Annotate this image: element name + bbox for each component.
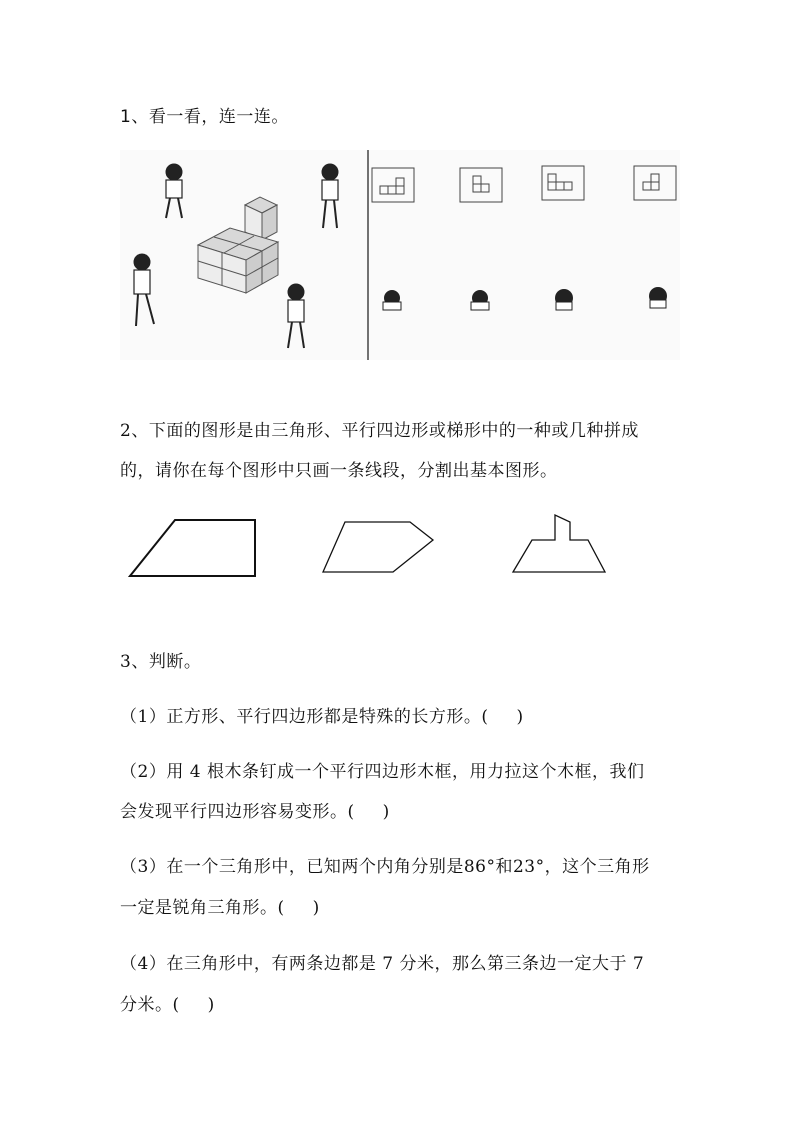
q3-title: 3、判断。 [120,652,202,672]
q3-item-4-line2 [120,997,215,1014]
q2-line2: 的，请你在每个图形中只画一条线段，分割出基本图形。 [120,461,558,481]
shape-trapezoid-with-triangle [130,520,255,576]
item-text: 一定是锐角三角形。( [120,898,285,918]
item-text: 分米。( [120,995,180,1015]
item-label: （4） [120,954,167,974]
item-text: 在三角形中，有两条边都是 7 分米，那么第三条边一定大于 7 [166,954,645,974]
q3-item-3-line2 [120,900,320,917]
q3-item-4-line1 [120,956,644,973]
item-text: 会发现平行四边形容易变形。( [120,802,355,822]
shape-hexagon [323,522,433,572]
item-label: （3） [120,857,167,877]
item-text: 正方形、平行四边形都是特殊的长方形。( [166,707,489,727]
child-with-camera-icon [649,287,667,308]
close-paren: ) [516,707,524,727]
close-paren: ) [382,802,390,822]
child-with-camera-icon [555,289,573,310]
close-paren: ) [312,898,320,918]
item-label: （1） [120,707,167,727]
q3-item-1 [120,709,524,726]
item-text: 在一个三角形中，已知两个内角分别是86°和23°，这个三角形 [166,857,650,877]
q3-item-3-line1 [120,859,650,876]
q1-title: 1、看一看，连一连。 [120,107,289,127]
q3-item-2-line2 [120,804,390,821]
q1-figure [120,150,680,360]
q3-item-2-line1 [120,764,644,781]
q2-line1: 2、下面的图形是由三角形、平行四边形或梯形中的一种或几种拼成 [120,421,639,441]
close-paren: ) [207,995,215,1015]
item-label: （2） [120,762,167,782]
item-text: 用 4 根木条钉成一个平行四边形木框，用力拉这个木框，我们 [166,762,645,782]
shape-trapezoid-with-notch [513,515,605,572]
q2-shapes [125,510,615,582]
